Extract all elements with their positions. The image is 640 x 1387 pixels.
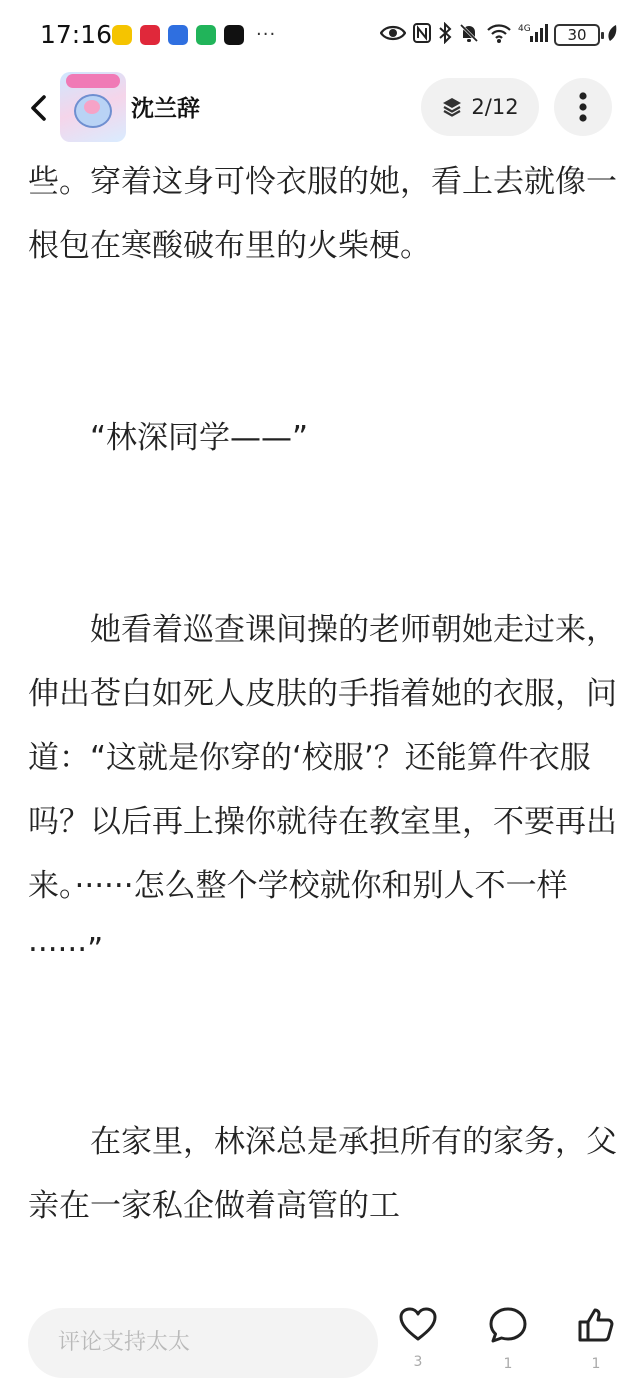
- paragraph-spacer: [28, 982, 618, 1110]
- bluetooth-icon: [438, 22, 452, 48]
- reader-header: [0, 72, 640, 144]
- chapter-switch-button[interactable]: [421, 78, 539, 136]
- paragraph-spacer: [28, 470, 618, 598]
- status-time: 17:16: [40, 20, 113, 49]
- cellular-signal-icon: [518, 22, 548, 48]
- comment-count: 1: [503, 1356, 513, 1372]
- article-paragraph: “林深同学——”: [90, 420, 309, 456]
- article-paragraph: 在家里，林深总是承担所有的家务，父亲在一家私企做着高管的工: [28, 1124, 617, 1224]
- avatar-ribbon: [66, 74, 120, 88]
- comment-bubble-icon: [488, 1306, 528, 1344]
- like-count: 3: [413, 1354, 423, 1370]
- eye-icon: [380, 24, 406, 46]
- notification-app-icon: [112, 25, 132, 45]
- leaf-icon: [606, 23, 618, 47]
- wifi-icon: [486, 22, 512, 48]
- avatar-detail: [84, 100, 100, 114]
- status-app-icons: [112, 24, 276, 45]
- thumbs-up-count: 1: [591, 1356, 601, 1372]
- heart-icon: [398, 1306, 438, 1342]
- thumbs-up-icon: [576, 1306, 616, 1344]
- author-avatar[interactable]: [60, 72, 126, 142]
- mute-bell-icon: [458, 22, 480, 48]
- status-bar: [0, 0, 640, 72]
- more-vertical-icon: [579, 92, 587, 122]
- article-paragraph: 些。穿着这身可怜衣服的她，看上去就像一根包在寒酸破布里的火柴梗。: [28, 164, 617, 264]
- battery-indicator: 30: [554, 24, 600, 46]
- notification-app-icon: [168, 25, 188, 45]
- bottom-action-bar: [0, 1300, 640, 1387]
- chapter-counter: 2/12: [471, 95, 519, 119]
- more-notifications-icon: ···: [256, 24, 277, 45]
- back-icon: [29, 94, 47, 122]
- thumbs-up-button[interactable]: [574, 1306, 618, 1372]
- author-name[interactable]: 沈兰辞: [131, 96, 200, 122]
- layers-icon: [441, 96, 463, 118]
- tiktok-icon: [224, 25, 244, 45]
- nfc-icon: [412, 22, 432, 48]
- article-body: [28, 150, 618, 1238]
- status-system-icons: [380, 22, 618, 48]
- article-paragraph: 她看着巡查课间操的老师朝她走过来，伸出苍白如死人皮肤的手指着她的衣服，问道：“这就是你穿的‘校服’？还能算件衣服吗？以后再上操你就待在教室里，不要再出来。······怎么整个学校就你和别人不一样······”: [28, 612, 617, 968]
- notification-app-icon: [140, 25, 160, 45]
- svg-text:4G: 4G: [518, 24, 531, 34]
- paragraph-spacer: [28, 278, 618, 406]
- back-button[interactable]: [20, 88, 56, 128]
- comment-button[interactable]: [486, 1306, 530, 1372]
- comment-input[interactable]: 评论支持太太: [28, 1308, 378, 1378]
- like-button[interactable]: [396, 1306, 440, 1370]
- notification-app-icon: [196, 25, 216, 45]
- more-options-button[interactable]: [554, 78, 612, 136]
